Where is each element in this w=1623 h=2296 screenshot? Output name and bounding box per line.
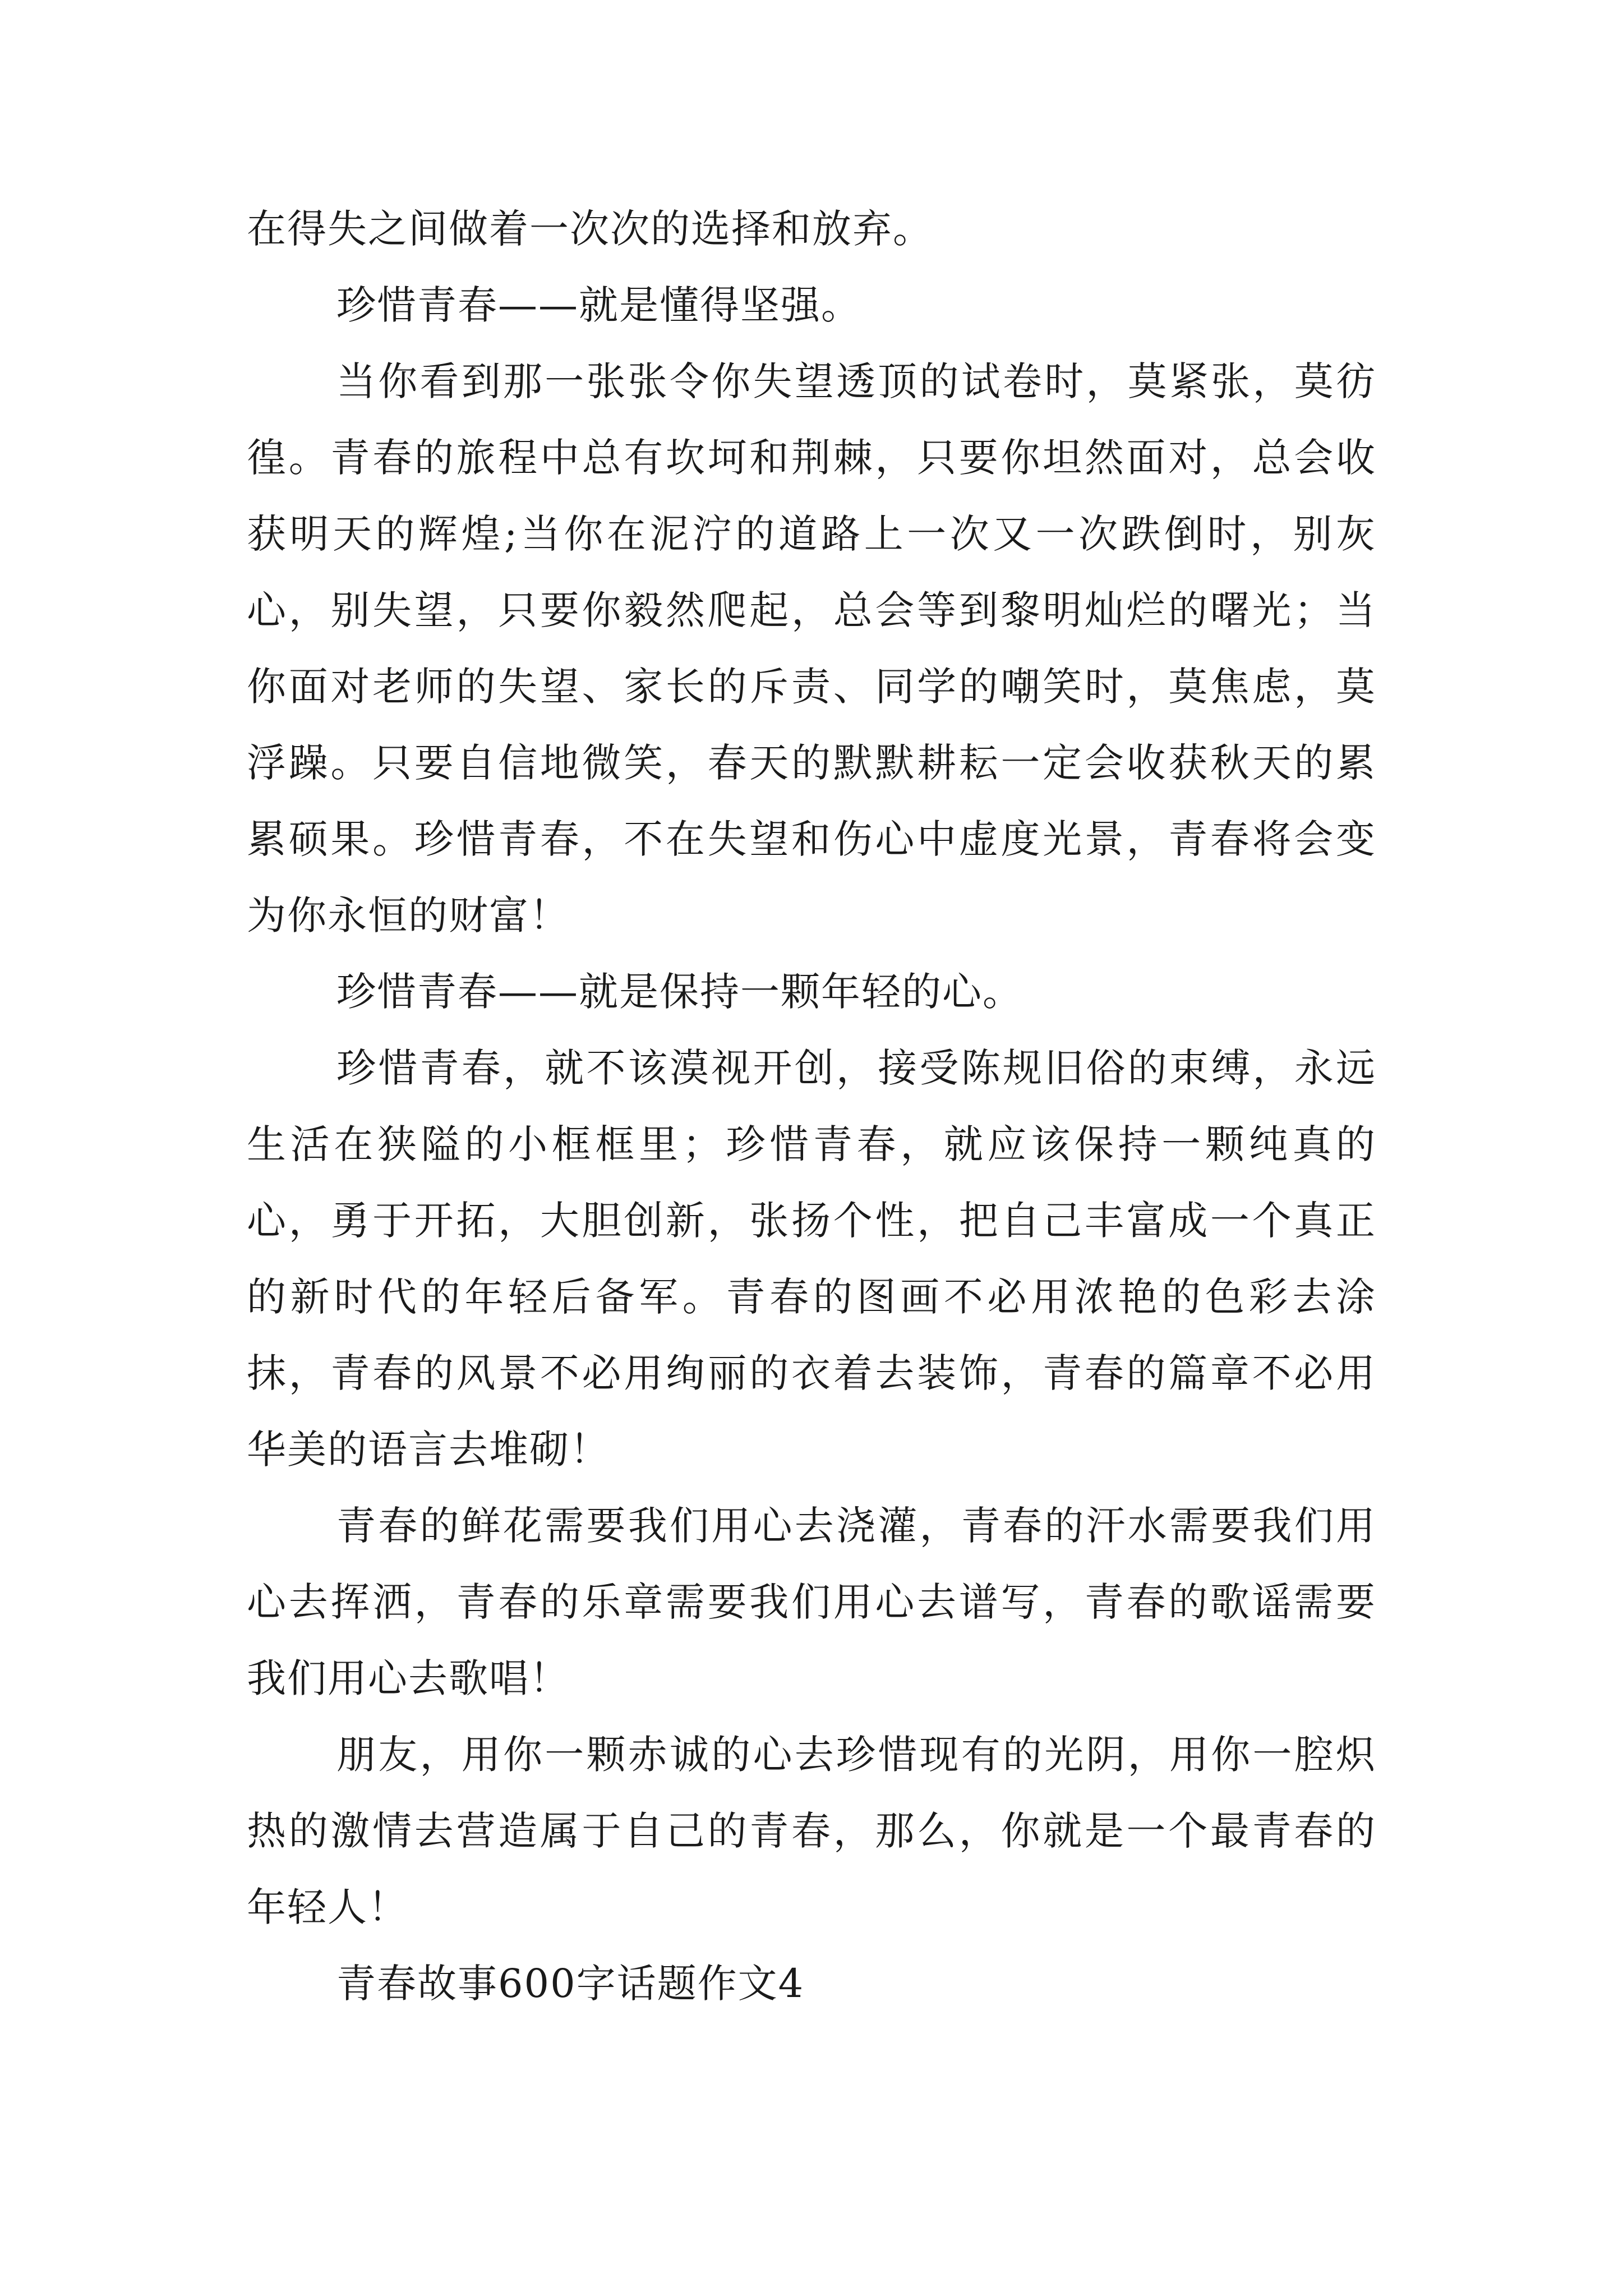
paragraph: 珍惜青春，就不该漠视开创，接受陈规旧俗的束缚，永远生活在狭隘的小框框里；珍惜青春，就应该保持一颗纯真的心，勇于开拓，大胆创新，张扬个性，把自己丰富成一个真正的新时代的年轻后备军。青春的图画不必用浓艳的色彩去涂抹，青春的风景不必用绚丽的衣着去装饰，青春的篇章不必用华美的语言去堆砌！: [247, 1045, 1376, 1473]
section-heading: 珍惜青春——就是懂得坚强。: [336, 282, 861, 328]
paragraph: 朋友，用你一颗赤诚的心去珍惜现有的光阴，用你一腔炽热的激情去营造属于自己的青春，那么，你就是一个最青春的年轻人！: [247, 1732, 1376, 1930]
section-heading: 珍惜青春——就是保持一颗年轻的心。: [336, 969, 1023, 1015]
paragraph: 当你看到那一张张令你失望透顶的试卷时，莫紧张，莫彷徨。青春的旅程中总有坎坷和荆棘，只要你坦然面对，总会收获明天的辉煌;当你在泥泞的道路上一次又一次跌倒时，别灰心，别失望，只要你毅然爬起，总会等到黎明灿烂的曙光；当你面对老师的失望、家长的斥责、同学的嘲笑时，莫焦虑，莫浮躁。只要自信地微笑，春天的默默耕耘一定会收获秋天的累累硕果。珍惜青春，不在失望和伤心中虚度光景，青春将会变为你永恒的财富！: [247, 358, 1376, 938]
paragraph: 在得失之间做着一次次的选择和放弃。: [247, 206, 933, 252]
essay-title: 青春故事600字话题作文4: [336, 1961, 805, 2007]
document-body: [247, 191, 1376, 2022]
paragraph: 青春的鲜花需要我们用心去浇灌，青春的汗水需要我们用心去挥洒，青春的乐章需要我们用心去谱写，青春的歌谣需要我们用心去歌唱！: [247, 1503, 1376, 1701]
